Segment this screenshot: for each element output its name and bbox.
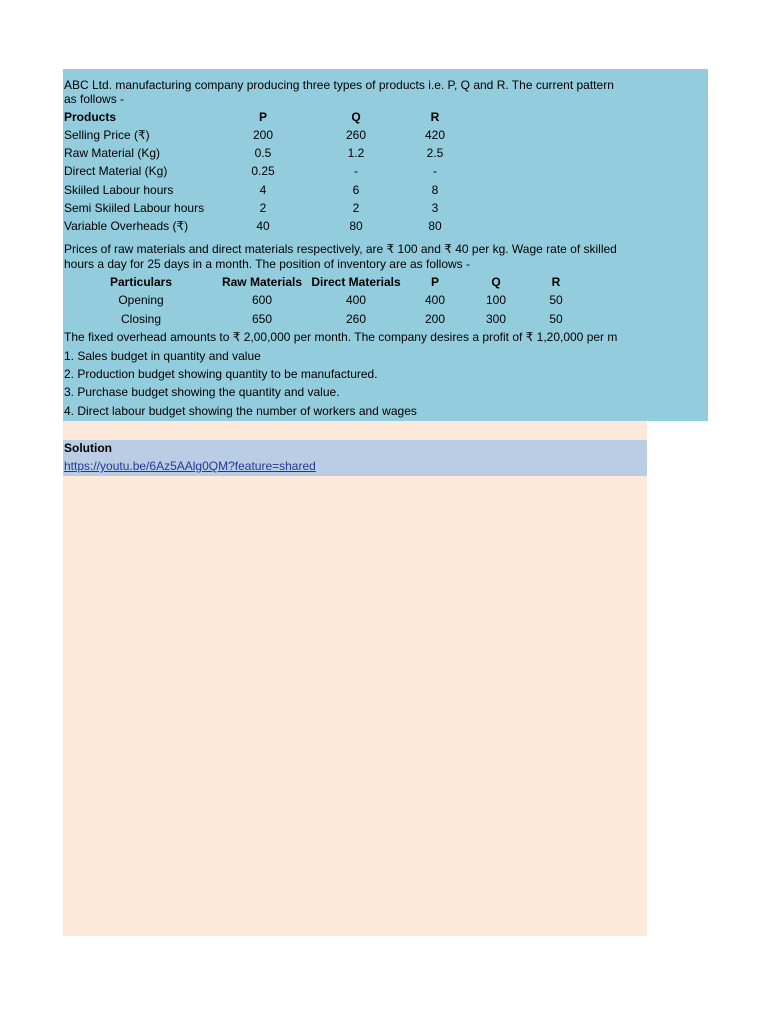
opening-p: 400 xyxy=(424,293,446,307)
row-label-skilled-labour: Skiiled Labour hours xyxy=(64,183,174,197)
solution-link[interactable]: https://youtu.be/6Az5AAlg0QM?feature=shared xyxy=(64,459,316,473)
closing-raw-materials: 650 xyxy=(251,312,273,326)
opening-r: 50 xyxy=(549,293,563,307)
semi-skilled-labour-q: 2 xyxy=(352,201,360,215)
question-panel xyxy=(63,69,708,421)
closing-q: 300 xyxy=(485,312,507,326)
products-header-q: Q xyxy=(351,110,361,124)
closing-direct-materials: 260 xyxy=(345,312,367,326)
solution-area xyxy=(63,421,647,936)
requirement-4: 4. Direct labour budget showing the number of workers and wages xyxy=(64,404,417,418)
row-label-raw-material: Raw Material (Kg) xyxy=(64,146,161,160)
inventory-row-label-opening: Opening xyxy=(118,293,164,307)
direct-material-r: - xyxy=(433,164,437,178)
skilled-labour-q: 6 xyxy=(352,183,360,197)
selling-price-r: 420 xyxy=(424,128,446,142)
row-label-semi-skilled-labour: Semi Skiiled Labour hours xyxy=(64,201,205,215)
requirement-3: 3. Purchase budget showing the quantity and value. xyxy=(64,385,340,399)
closing-r: 50 xyxy=(549,312,563,326)
inventory-header-particulars: Particulars xyxy=(109,275,173,289)
inventory-row-label-closing: Closing xyxy=(120,312,162,326)
closing-p: 200 xyxy=(424,312,446,326)
raw-material-p: 0.5 xyxy=(254,146,272,160)
semi-skilled-labour-r: 3 xyxy=(431,201,439,215)
variable-overheads-q: 80 xyxy=(349,219,363,233)
selling-price-q: 260 xyxy=(345,128,367,142)
intro-line-1: ABC Ltd. manufacturing company producing three types of products i.e. P, Q and R. The current pattern xyxy=(64,78,614,92)
opening-q: 100 xyxy=(485,293,507,307)
products-header-p: P xyxy=(258,110,267,124)
skilled-labour-p: 4 xyxy=(259,183,267,197)
row-label-selling-price: Selling Price (₹) xyxy=(64,128,150,142)
semi-skilled-labour-p: 2 xyxy=(259,201,267,215)
products-header-label: Products xyxy=(64,110,117,124)
solution-band xyxy=(63,440,647,476)
fixed-overhead-text: The fixed overhead amounts to ₹ 2,00,000 per month. The company desires a profit of ₹ 1,20,000 per m xyxy=(64,330,618,344)
requirement-2: 2. Production budget showing quantity to be manufactured. xyxy=(64,367,378,381)
requirement-1: 1. Sales budget in quantity and value xyxy=(64,349,261,363)
intro-line-2: as follows - xyxy=(64,92,125,106)
opening-raw-materials: 600 xyxy=(251,293,273,307)
inventory-header-p: P xyxy=(430,275,439,289)
inventory-header-r: R xyxy=(551,275,561,289)
products-header-r: R xyxy=(430,110,440,124)
variable-overheads-r: 80 xyxy=(428,219,442,233)
skilled-labour-r: 8 xyxy=(431,183,439,197)
inventory-header-direct-materials: Direct Materials xyxy=(311,275,401,289)
raw-material-q: 1.2 xyxy=(347,146,365,160)
direct-material-p: 0.25 xyxy=(251,164,275,178)
prices-line-1: Prices of raw materials and direct materials respectively, are ₹ 100 and ₹ 40 per kg. Wage rate of skilled xyxy=(64,242,617,256)
direct-material-q: - xyxy=(354,164,358,178)
variable-overheads-p: 40 xyxy=(256,219,270,233)
row-label-direct-material: Direct Material (Kg) xyxy=(64,164,168,178)
prices-line-2: hours a day for 25 days in a month. The position of inventory are as follows - xyxy=(64,257,470,271)
raw-material-r: 2.5 xyxy=(426,146,444,160)
opening-direct-materials: 400 xyxy=(345,293,367,307)
inventory-header-q: Q xyxy=(491,275,501,289)
solution-label: Solution xyxy=(64,441,112,455)
row-label-variable-overheads: Variable Overheads (₹) xyxy=(64,219,189,233)
selling-price-p: 200 xyxy=(252,128,274,142)
inventory-header-raw-materials: Raw Materials xyxy=(221,275,303,289)
